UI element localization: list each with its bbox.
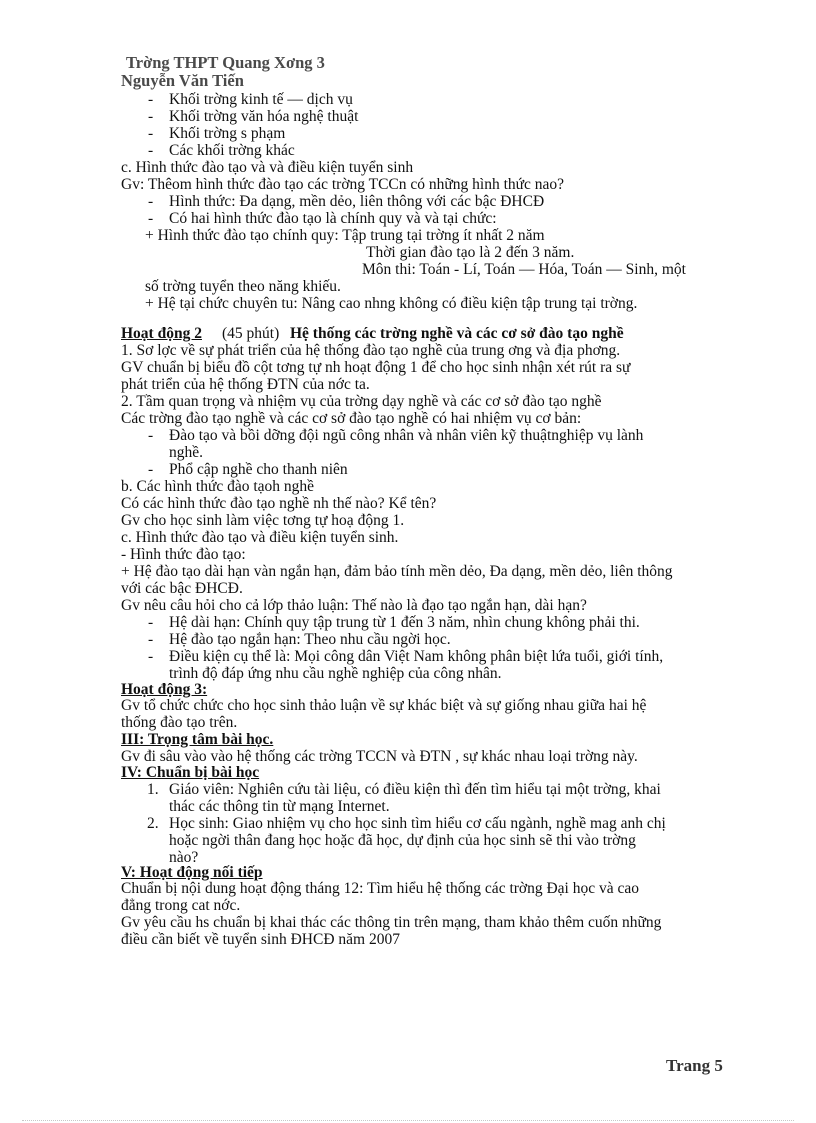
- activity-3-heading: Hoạt động 3:: [121, 681, 208, 698]
- text-line: Hệ đào tạo ngắn hạn: Theo nhu cầu ngời học.: [169, 631, 451, 648]
- text-line: trình độ đáp ứng nhu cầu nghề nghiệp của công nhân.: [169, 665, 502, 682]
- text-line: điều cần biết về tuyển sinh ĐHCĐ năm 2007: [121, 931, 400, 948]
- bullet-dash: -: [148, 631, 154, 648]
- section-5-heading: V: Hoạt động nối tiếp: [121, 864, 263, 881]
- text-line: Có hai hình thức đào tạo là chính quy và và tại chức:: [169, 210, 497, 227]
- text-line: Hình thức: Đa dạng, mền dẻo, liên thông với các bậc ĐHCĐ: [169, 193, 545, 210]
- text-line: Các trờng đào tạo nghề và các cơ sở đào tạo nghề có hai nhiệm vụ cơ bản:: [121, 410, 582, 427]
- text-line: Khối trờng kinh tế — dịch vụ: [169, 91, 353, 108]
- text-line: Hệ dài hạn: Chính quy tập trung từ 1 đến 3 năm, nhìn chung không phải thi.: [169, 614, 640, 631]
- bullet-dash: -: [148, 461, 154, 478]
- bullet-dash: -: [148, 210, 154, 227]
- text-line: với các bậc ĐHCĐ.: [121, 580, 243, 597]
- text-line: Thời gian đào tạo là 2 đến 3 năm.: [366, 244, 575, 261]
- activity-2-title: Hệ thống các trờng nghề và các cơ sở đào tạo nghề: [290, 325, 624, 342]
- text-line: Khối trờng s phạm: [169, 125, 286, 142]
- text-line: Phổ cập nghề cho thanh niên: [169, 461, 348, 478]
- text-line: phát triển của hệ thống ĐTN của nớc ta.: [121, 376, 370, 393]
- text-line: Có các hình thức đào tạo nghề nh thế nào? Kể tên?: [121, 495, 437, 512]
- bullet-dash: -: [148, 125, 154, 142]
- section-3-heading: III: Trọng tâm bài học.: [121, 731, 274, 748]
- section-4-heading: IV: Chuẩn bị bài học: [121, 764, 260, 781]
- text-line: nào?: [169, 849, 199, 866]
- school-name: Trờng THPT Quang Xơng 3: [126, 53, 325, 72]
- bullet-number: 2.: [147, 815, 159, 832]
- bullet-dash: -: [148, 614, 154, 631]
- page-bottom-rule: [22, 1120, 794, 1121]
- activity-2-duration: (45 phút): [222, 325, 280, 342]
- bullet-number: 1.: [147, 781, 159, 798]
- text-line: + Hệ tại chức chuyên tu: Nâng cao nhng không có điều kiện tập trung tại trờng.: [145, 295, 638, 312]
- text-line: thác các thông tin từ mạng Internet.: [169, 798, 390, 815]
- text-line: c. Hình thức đào tạo và điều kiện tuyển sinh.: [121, 529, 399, 546]
- text-line: Gv nêu câu hỏi cho cả lớp thảo luận: Thế nào là đạo tạo ngắn hạn, dài hạn?: [121, 597, 587, 614]
- text-line: nghề.: [169, 444, 204, 461]
- text-line: Khối trờng văn hóa nghệ thuật: [169, 108, 359, 125]
- text-line: Môn thi: Toán - Lí, Toán — Hóa, Toán — Sinh, một: [362, 261, 686, 278]
- activity-2-heading: Hoạt động 2: [121, 325, 202, 342]
- text-line: c. Hình thức đào tạo và và điều kiện tuyển sinh: [121, 159, 414, 176]
- bullet-dash: -: [148, 427, 154, 444]
- text-line: Gv yêu cầu hs chuẩn bị khai thác các thông tin trên mạng, tham khảo thêm cuốn những: [121, 914, 662, 931]
- text-line: 1. Sơ lợc về sự phát triển của hệ thống đào tạo nghề của trung ơng và địa phơng.: [121, 342, 621, 359]
- text-line: + Hình thức đào tạo chính quy: Tập trung tại trờng ít nhất 2 năm: [145, 227, 545, 244]
- text-line: GV chuẩn bị biểu đồ cột tơng tự nh hoạt động 1 để cho học sinh nhận xét rút ra sự: [121, 359, 631, 376]
- bullet-dash: -: [148, 193, 154, 210]
- text-line: Giáo viên: Nghiên cứu tài liệu, có điều kiện thì đến tìm hiểu tại một trờng, khai: [169, 781, 661, 798]
- text-line: thống đào tạo trên.: [121, 714, 238, 731]
- text-line: Học sinh: Giao nhiệm vụ cho học sinh tìm hiểu cơ cấu ngành, nghề mag anh chị: [169, 815, 666, 832]
- text-line: Điều kiện cụ thể là: Mọi công dân Việt Nam không phân biệt lứa tuổi, giới tính,: [169, 648, 664, 665]
- text-line: hoặc ngời thân đang học hoặc đã học, dự định của học sinh sẽ thi vào trờng: [169, 832, 636, 849]
- text-line: Gv tổ chức chức cho học sinh thảo luận về sự khác biệt và sự giống nhau giữa hai hệ: [121, 697, 647, 714]
- text-line: - Hình thức đào tạo:: [121, 546, 246, 563]
- bullet-dash: -: [148, 648, 154, 665]
- bullet-dash: -: [148, 142, 154, 159]
- text-line: Đào tạo và bồi dỡng đội ngũ công nhân và nhân viên kỹ thuậtnghiệp vụ lành: [169, 427, 644, 444]
- text-line: Gv: Thêom hình thức đào tạo các trờng TCCn có những hình thức nao?: [121, 176, 565, 193]
- author-name: Nguyễn Văn Tiến: [121, 71, 244, 90]
- text-line: + Hệ đào tạo dài hạn vàn ngắn hạn, đảm bảo tính mền dẻo, Đa dạng, mền dẻo, liên thông: [121, 563, 673, 580]
- text-line: b. Các hình thức đào tạoh nghề: [121, 478, 315, 495]
- page-number: Trang 5: [666, 1056, 723, 1075]
- text-line: Gv đi sâu vào vào hệ thống các trờng TCCN và ĐTN , sự khác nhau loại trờng này.: [121, 748, 638, 765]
- text-line: Gv cho học sinh làm việc tơng tự hoạ động 1.: [121, 512, 405, 529]
- text-line: đẳng trong cat nớc.: [121, 897, 241, 914]
- text-line: số trờng tuyển theo năng khiếu.: [145, 278, 341, 295]
- bullet-dash: -: [148, 108, 154, 125]
- text-line: 2. Tầm quan trọng và nhiệm vụ của trờng dạy nghề và các cơ sở đào tạo nghề: [121, 393, 602, 410]
- text-line: Chuẩn bị nội dung hoạt động tháng 12: Tìm hiểu hệ thống các trờng Đại học và cao: [121, 880, 640, 897]
- bullet-dash: -: [148, 91, 154, 108]
- text-line: Các khối trờng khác: [169, 142, 295, 159]
